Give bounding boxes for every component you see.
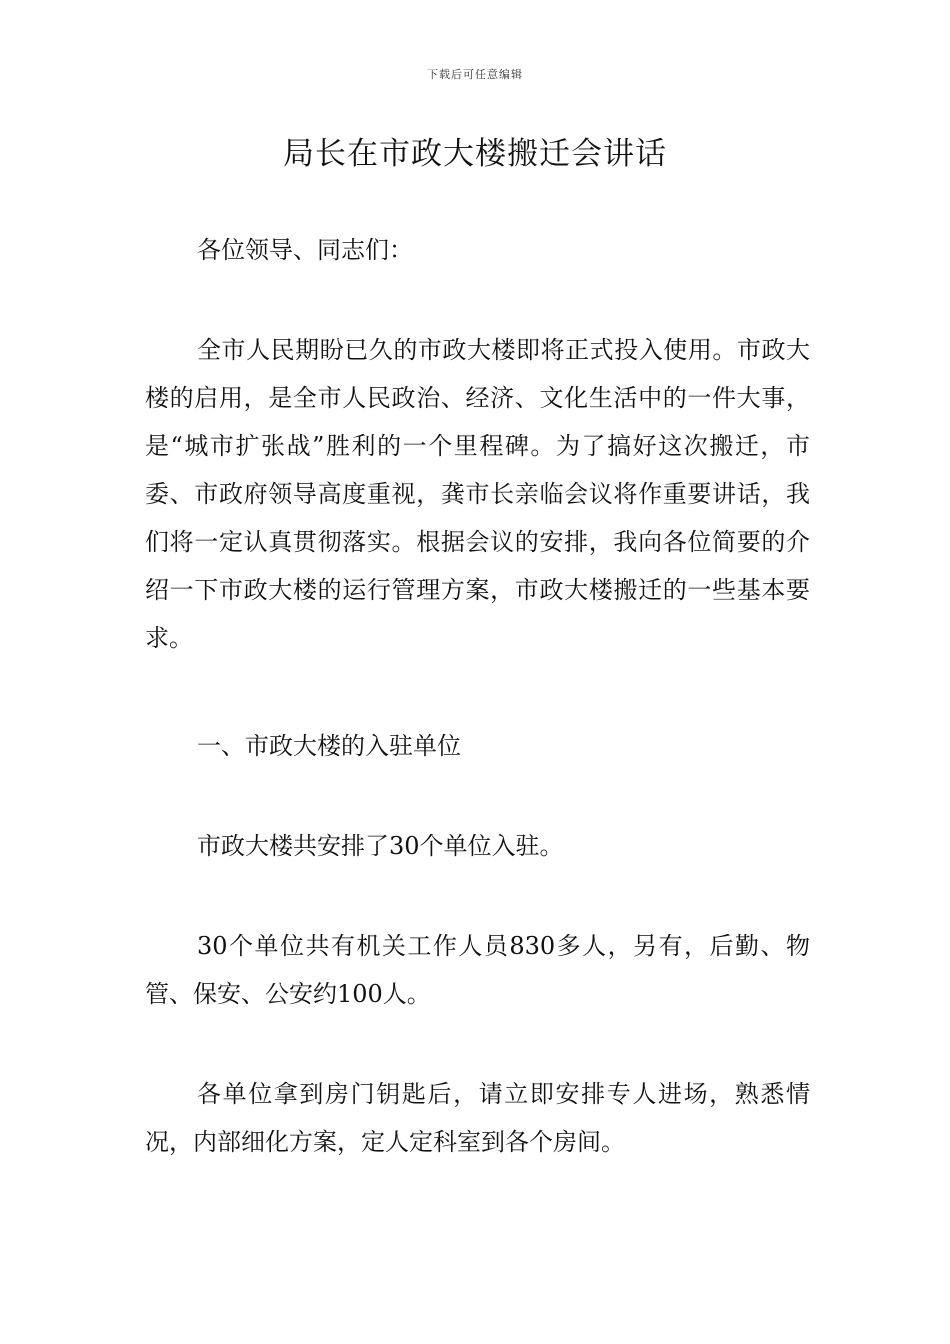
units-paragraph: 市政大楼共安排了30个单位入驻。 (197, 832, 564, 860)
header-note: 下载后可任意编辑 (427, 68, 523, 81)
staff-paragraph: 30个单位共有机关工作人员830多人，另有，后勤、物管、保安、公安约100人。 (145, 932, 810, 1008)
keys-paragraph: 各单位拿到房门钥匙后，请立即安排专人进场，熟悉情况，内部细化方案，定人定科室到各个房间。 (145, 1080, 810, 1156)
salutation-paragraph: 各位领导、同志们： (197, 236, 413, 264)
document-title: 局长在市政大楼搬迁会讲话 (283, 136, 667, 172)
section-heading: 一、市政大楼的入驻单位 (197, 732, 461, 760)
intro-paragraph: 全市人民期盼已久的市政大楼即将正式投入使用。市政大楼的启用，是全市人民政治、经济、文化生活中的一件大事，是“城市扩张战”胜利的一个里程碑。为了搞好这次搬迁，市委、市政府领导高度重视，龚市长亲临会议将作重要讲话，我们将一定认真贯彻落实。根据会议的安排，我向各位简要的介绍一下市政大楼的运行管理方案，市政大楼搬迁的一些基本要求。 (145, 336, 810, 652)
